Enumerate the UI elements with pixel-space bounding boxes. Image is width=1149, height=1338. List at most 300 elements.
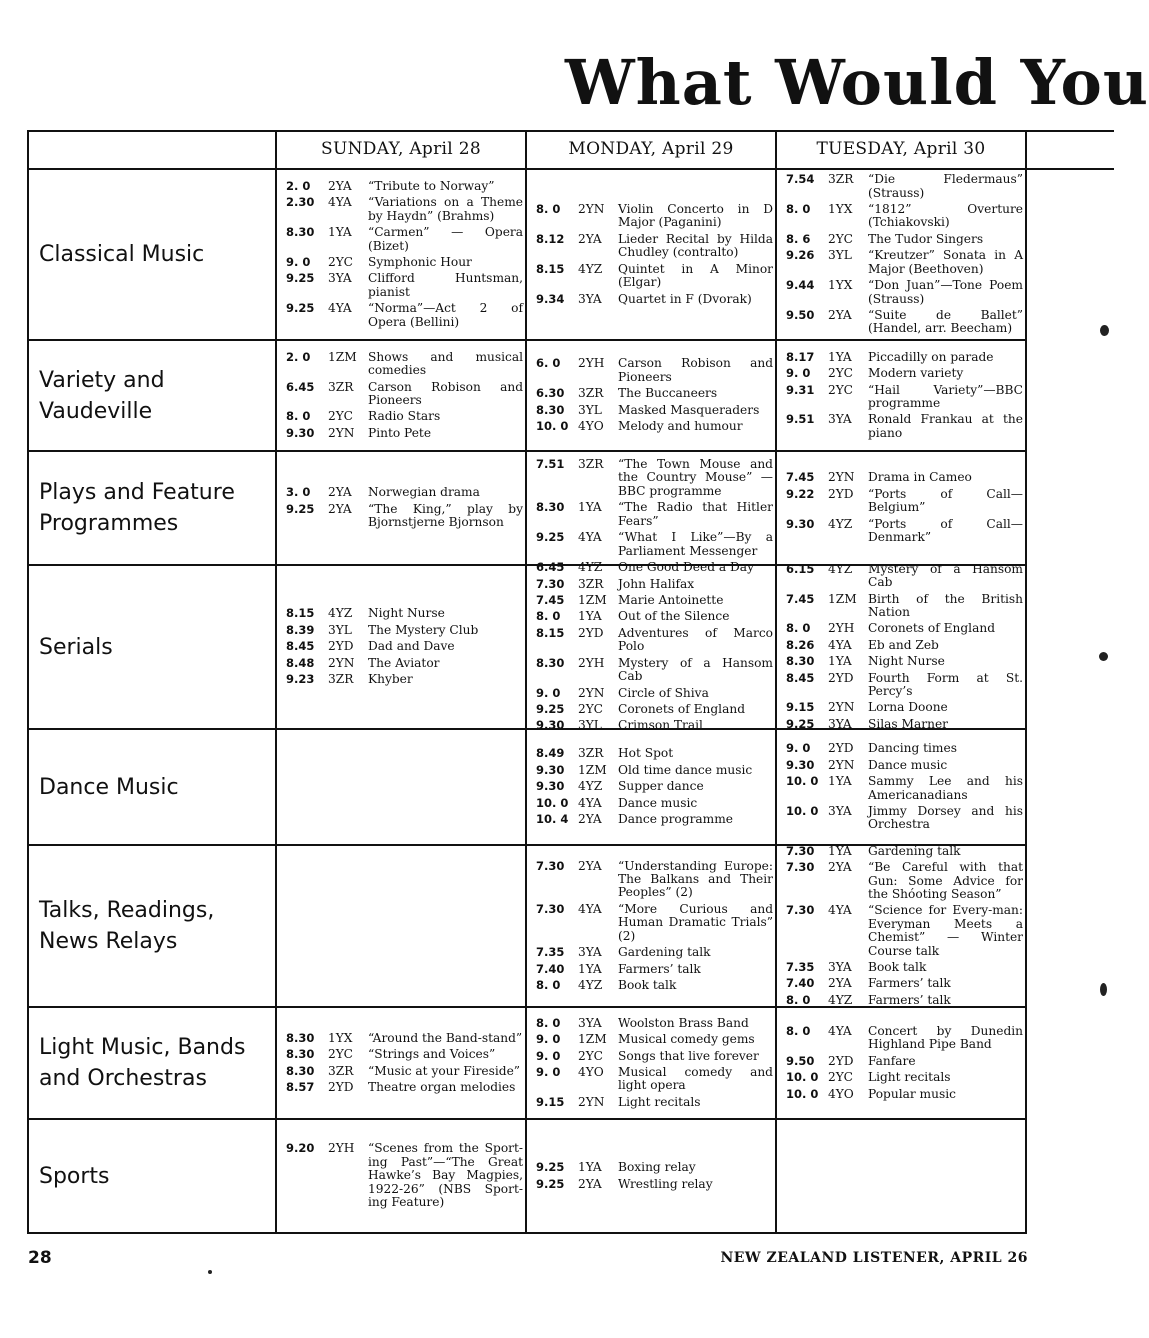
programme-entry (786, 1088, 1023, 1101)
entry-station: 2YN (328, 425, 355, 440)
entry-description: “Norma”—Act 2 of Opera (Bellini) (368, 301, 523, 329)
programme-entry (286, 226, 523, 253)
entry-description: Dancing times (868, 741, 957, 756)
schedule-cell (786, 1126, 1023, 1226)
entry-description: Songs that live forever (618, 1048, 759, 1063)
schedule-cell (786, 172, 1023, 336)
entry-description: Mystery of a Hansom Cab (868, 561, 1023, 590)
entry-description: “Tribute to Norway” (368, 178, 495, 193)
entry-description: Circle of Shiva (618, 685, 709, 700)
entry-description: Lieder Recital by Hilda Chudley (contralto) (618, 231, 773, 260)
entry-description: Radio Stars (368, 409, 441, 424)
entry-time: 9.25 (536, 530, 565, 545)
programme-entry (536, 531, 773, 558)
entry-description: “Music at your Fireside” (368, 1063, 521, 1078)
programme-entry (286, 624, 523, 637)
entry-station: 3ZR (328, 672, 354, 687)
schedule-cell (786, 458, 1023, 558)
programme-entry (536, 404, 773, 417)
programme-entry (786, 655, 1023, 668)
entry-station: 2YC (328, 255, 353, 269)
category-label: Talks, Readings, News Relays (39, 898, 215, 954)
entry-time: 9.20 (286, 1141, 315, 1156)
programme-entry (786, 173, 1023, 200)
programme-entry (786, 845, 1023, 858)
programme-entry (536, 293, 773, 306)
programme-entry (536, 860, 773, 900)
schedule-cell (286, 852, 523, 1000)
schedule-cell (536, 176, 773, 333)
entry-time: 9.25 (286, 501, 315, 516)
entry-description: “Scenes from the Sport-ing Past”—“The Great Hawke’s Bay Magpies, 1922-26” (NBS Sport-ing Feature) (368, 1141, 523, 1210)
entry-time: 9.25 (536, 1176, 565, 1191)
entry-description: Farmers’ talk (868, 992, 951, 1007)
entry-description: Fourth Form at St. Percy’s (868, 670, 1023, 699)
schedule-cell (786, 1014, 1023, 1112)
programme-entry (536, 1033, 773, 1046)
entry-time: 8. 0 (536, 609, 561, 624)
schedule-cell (786, 347, 1023, 444)
programme-entry (786, 233, 1023, 246)
entry-description: Adventures of Marco Polo (618, 625, 773, 654)
entry-station: 4YA (828, 1023, 852, 1038)
programme-entry (786, 994, 1023, 1007)
entry-station: 2YH (828, 621, 855, 636)
entry-time: 8. 0 (786, 992, 811, 1007)
programme-entry (786, 759, 1023, 772)
programme-entry (536, 627, 773, 654)
programme-entry (286, 272, 523, 299)
entry-station: 2YA (328, 501, 352, 516)
entry-description: Popular music (868, 1086, 956, 1101)
entry-time: 9. 0 (536, 1032, 561, 1047)
entry-time: 8.30 (286, 1030, 315, 1045)
schedule-cell (286, 572, 523, 722)
page-number: 28 (28, 1248, 52, 1268)
entry-description: Mystery of a Hansom Cab (618, 655, 773, 684)
entry-time: 9.25 (286, 271, 315, 286)
entry-time: 8.49 (536, 746, 565, 761)
entry-station: 1YA (828, 774, 852, 789)
entry-station: 2YC (328, 409, 353, 424)
page-title: What Would You (565, 46, 1149, 119)
day-header: TUESDAY, April 30 (816, 139, 986, 159)
entry-station: 4YO (578, 1065, 604, 1079)
entry-time: 9.34 (536, 291, 565, 306)
programme-entry (286, 256, 523, 269)
programme-entry (786, 1025, 1023, 1052)
entry-station: 2YA (828, 860, 852, 875)
entry-description: Jimmy Dorsey and his Orchestra (868, 803, 1023, 832)
entry-description: “Suite de Ballet” (Handel, arr. Beecham) (868, 307, 1023, 336)
entry-time: 3. 0 (286, 485, 311, 500)
entry-station: 1ZM (578, 762, 607, 777)
entry-station: 2YH (328, 1141, 355, 1156)
programme-entry (536, 780, 773, 793)
entry-description: Birth of the British Nation (868, 591, 1023, 619)
entry-time: 8.30 (286, 1047, 315, 1062)
programme-entry (536, 561, 773, 574)
entry-description: “Be Careful with that Gun: Some Advice for the Shóoting Season” (868, 860, 1023, 901)
entry-station: 2YC (578, 701, 603, 716)
programme-entry (536, 1017, 773, 1030)
entry-time: 9.25 (536, 701, 565, 716)
schedule-cell (536, 1014, 773, 1112)
entry-description: Night Nurse (868, 654, 945, 669)
entry-description: Khyber (368, 672, 413, 687)
entry-description: Piccadilly on parade (868, 349, 994, 364)
entry-time: 8.30 (286, 1063, 315, 1078)
programme-entry (786, 672, 1023, 699)
programme-entry (536, 657, 773, 684)
entry-description: Out of the Silence (618, 609, 730, 624)
programme-entry (786, 904, 1023, 958)
programme-entry (536, 687, 773, 700)
publication-line: NEW ZEALAND LISTENER, APRIL 26 (720, 1250, 1028, 1266)
programme-entry (286, 640, 523, 653)
entry-description: Dance music (868, 757, 948, 772)
entry-station: 3YA (828, 412, 852, 427)
schedule-cell (536, 1126, 773, 1226)
schedule-cell (286, 347, 523, 444)
entry-station: 3YA (578, 1015, 602, 1030)
entry-station: 1ZM (828, 591, 857, 606)
entry-time: 9.50 (786, 1053, 815, 1068)
entry-description: Dance programme (618, 812, 733, 827)
entry-description: “The Town Mouse and the Country Mouse” — BBC programme (618, 457, 773, 498)
entry-time: 10. 0 (786, 774, 819, 789)
entry-description: Dad and Dave (368, 639, 455, 654)
entry-station: 3YA (828, 716, 852, 731)
category-label: Variety and Vaudeville (39, 367, 165, 424)
category-label: Classical Music (39, 242, 205, 267)
entry-time: 2. 0 (286, 349, 311, 364)
entry-station: 3YL (578, 402, 602, 417)
entry-description: Musical comedy and light opera (618, 1065, 773, 1093)
entry-station: 2YA (578, 1176, 602, 1191)
entry-station: 4YZ (578, 977, 603, 992)
entry-station: 4YA (328, 301, 352, 316)
entry-station: 4YA (328, 195, 352, 210)
programme-entry (536, 1096, 773, 1109)
entry-station: 4YZ (828, 561, 853, 576)
entry-time: 9.25 (536, 1160, 565, 1175)
entry-description: “Hail Variety”—BBC programme (868, 382, 1023, 410)
programme-entry (536, 1178, 773, 1191)
programme-entry (286, 1048, 523, 1061)
programme-entry (786, 742, 1023, 755)
entry-station: 4YZ (828, 516, 853, 531)
entry-description: “The King,” play by Bjornstjerne Bjornson (368, 501, 523, 530)
programme-entry (286, 427, 523, 440)
entry-description: Ronald Frankau at the piano (868, 412, 1023, 440)
entry-station: 3YA (328, 271, 352, 286)
entry-description: Concert by Dunedin Highland Pipe Band (868, 1023, 1023, 1052)
entry-description: Eb and Zeb (868, 637, 939, 652)
entry-time: 7.35 (536, 945, 565, 960)
entry-description: “Understanding Europe: The Balkans and Their Peoples” (2) (618, 858, 773, 900)
entry-station: 3ZR (328, 379, 354, 394)
entry-time: 9.23 (286, 672, 315, 687)
entry-description: Old time dance music (618, 762, 753, 777)
entry-description: “Kreutzer” Sonata in A Major (Beethoven) (868, 248, 1023, 276)
schedule-cell (786, 561, 1023, 731)
programme-entry (786, 367, 1023, 380)
entry-station: 1YA (578, 961, 602, 976)
entry-time: 6.45 (286, 379, 315, 394)
entry-time: 8. 0 (536, 1015, 561, 1030)
entry-time: 8.48 (286, 655, 315, 670)
entry-description: “Strings and Voices” (368, 1047, 496, 1062)
entry-station: 2YN (578, 1094, 605, 1109)
entry-station: 2YD (828, 486, 854, 501)
day-header: SUNDAY, April 28 (321, 139, 481, 159)
entry-time: 8.15 (286, 606, 315, 621)
entry-description: The Tudor Singers (868, 231, 984, 246)
entry-time: 9.15 (786, 700, 815, 715)
entry-time: 9. 0 (786, 366, 811, 381)
entry-station: 2YC (828, 382, 853, 397)
programme-entry (786, 861, 1023, 901)
schedule-cell (536, 736, 773, 838)
programme-entry (786, 805, 1023, 832)
entry-station: 1YX (828, 202, 853, 217)
entry-station: 1YA (828, 654, 852, 669)
entry-description: Dance music (618, 795, 698, 810)
programme-entry (786, 1055, 1023, 1068)
entry-time: 7.30 (786, 903, 815, 918)
entry-time: 8.30 (786, 654, 815, 669)
entry-station: 2YD (828, 741, 854, 756)
entry-time: 9.30 (286, 425, 315, 440)
entry-station: 2YA (328, 485, 352, 500)
entry-description: Theatre organ melodies (368, 1079, 516, 1094)
entry-description: Night Nurse (368, 606, 445, 621)
entry-station: 2YD (328, 1079, 354, 1094)
entry-station: 2YD (578, 625, 604, 640)
entry-time: 6. 0 (536, 356, 561, 371)
entry-time: 8.39 (286, 622, 315, 637)
programme-entry (536, 1161, 773, 1174)
programme-entry (536, 1066, 773, 1093)
entry-time: 7.35 (786, 960, 815, 975)
programme-entry (536, 263, 773, 290)
entry-description: Quintet in A Minor (Elgar) (618, 261, 773, 290)
programme-entry (536, 578, 773, 591)
entry-station: 1YA (578, 1160, 602, 1175)
schedule-cell (286, 1126, 523, 1226)
entry-station: 4YZ (578, 261, 603, 276)
entry-time: 9.44 (786, 278, 815, 293)
entry-station: 2YN (828, 700, 855, 715)
entry-time: 6.15 (786, 561, 815, 576)
entry-time: 7.40 (786, 976, 815, 991)
entry-description: One Good Deed a Day (618, 560, 754, 575)
entry-time: 8.57 (286, 1079, 315, 1094)
schedule-cell (286, 176, 523, 333)
entry-station: 3YA (828, 960, 852, 975)
entry-description: Violin Concerto in D Major (Paganini) (618, 202, 773, 230)
entry-description: Book talk (618, 977, 677, 992)
programme-entry (786, 775, 1023, 802)
entry-station: 2YN (328, 655, 355, 670)
entry-station: 1YA (828, 349, 852, 364)
category-label: Light Music, Bands and Orchestras (39, 1035, 246, 1091)
entry-time: 7.30 (786, 860, 815, 875)
entry-station: 1YX (828, 278, 853, 293)
entry-time: 9.30 (536, 762, 565, 777)
entry-time: 9.30 (536, 779, 565, 794)
programme-entry (286, 673, 523, 686)
entry-time: 7.30 (786, 843, 815, 858)
entry-time: 8.45 (786, 670, 815, 685)
programme-entry (286, 180, 523, 193)
programme-entry (536, 387, 773, 400)
schedule-cell (536, 560, 773, 733)
entry-time: 9.30 (536, 718, 565, 733)
programme-entry (536, 764, 773, 777)
schedule-cell (786, 736, 1023, 838)
programme-entry (786, 413, 1023, 440)
entry-time: 10. 0 (786, 1070, 819, 1085)
schedule-grid (27, 130, 1114, 1232)
entry-description: Farmers’ talk (868, 976, 951, 991)
entry-time: 7.30 (536, 901, 565, 916)
entry-station: 1ZM (578, 1032, 607, 1047)
entry-station: 4YZ (828, 992, 853, 1007)
entry-time: 9.26 (786, 248, 815, 263)
margin-speck (1099, 652, 1108, 661)
entry-time: 8. 0 (536, 977, 561, 992)
programme-entry (286, 607, 523, 620)
entry-time: 2.30 (286, 195, 315, 210)
schedule-cell (286, 458, 523, 558)
entry-time: 7.51 (536, 457, 565, 472)
entry-description: “Carmen” — Opera (Bizet) (368, 225, 523, 253)
entry-time: 10. 0 (536, 795, 569, 810)
entry-station: 2YN (828, 470, 855, 485)
programme-entry (536, 946, 773, 959)
entry-station: 1YA (578, 500, 602, 515)
entry-description: Boxing relay (618, 1160, 696, 1175)
entry-time: 9.15 (536, 1094, 565, 1109)
entry-description: “Variations on a Theme by Haydn” (Brahms) (368, 195, 523, 223)
programme-entry (286, 1032, 523, 1045)
entry-description: The Buccaneers (618, 386, 718, 401)
entry-time: 9.30 (786, 516, 815, 531)
entry-station: 4YA (578, 901, 602, 916)
entry-description: Melody and humour (618, 419, 743, 434)
entry-time: 9.25 (786, 716, 815, 731)
programme-entry (536, 903, 773, 943)
programme-entry (536, 979, 773, 992)
programme-entry (536, 420, 773, 433)
entry-station: 1ZM (578, 593, 607, 608)
entry-description: Marie Antoinette (618, 593, 724, 608)
entry-time: 7.45 (786, 470, 815, 485)
programme-entry (786, 309, 1023, 336)
entry-description: Silas Marner (868, 716, 948, 731)
entry-description: “Around the Band-stand” (368, 1030, 523, 1045)
entry-station: 2YC (328, 1047, 353, 1062)
entry-time: 9. 0 (786, 741, 811, 756)
entry-time: 8.45 (286, 639, 315, 654)
entry-time: 8.30 (286, 225, 315, 240)
programme-entry (786, 563, 1023, 590)
entry-description: Carson Robison and Pioneers (618, 356, 773, 384)
entry-description: Norwegian drama (368, 485, 480, 500)
entry-station: 2YA (828, 307, 852, 322)
margin-speck (1100, 983, 1107, 996)
entry-description: Farmers’ talk (618, 961, 701, 976)
entry-station: 2YC (828, 366, 853, 381)
entry-station: 3YL (828, 248, 852, 263)
entry-time: 9. 0 (536, 1065, 561, 1079)
programme-entry (786, 977, 1023, 990)
programme-entry (286, 196, 523, 223)
entry-station: 2YN (828, 757, 855, 772)
entry-time: 10. 0 (536, 419, 569, 434)
programme-entry (786, 622, 1023, 635)
entry-station: 3YL (578, 718, 602, 733)
category-label: Dance Music (39, 774, 179, 800)
entry-description: Clifford Huntsman, pianist (368, 271, 523, 299)
table-rule (275, 130, 277, 1232)
entry-description: Woolston Brass Band (618, 1015, 749, 1030)
programme-entry (536, 963, 773, 976)
entry-station: 1ZM (328, 349, 357, 364)
entry-description: Sammy Lee and his Americanadians (868, 774, 1023, 802)
entry-description: Hot Spot (618, 746, 674, 761)
entry-station: 2YC (578, 1048, 603, 1063)
entry-time: 10. 0 (786, 803, 819, 818)
entry-station: 4YO (828, 1086, 854, 1101)
programme-entry (786, 518, 1023, 545)
programme-entry (536, 747, 773, 760)
entry-description: Fanfare (868, 1053, 916, 1068)
entry-station: 4YO (578, 419, 604, 434)
entry-station: 2YD (828, 670, 854, 685)
entry-description: “Ports of Call— Denmark” (868, 516, 1023, 545)
entry-station: 3ZR (328, 1063, 354, 1078)
entry-time: 7.45 (786, 591, 815, 606)
programme-entry (786, 279, 1023, 306)
programme-entry (786, 203, 1023, 230)
schedule-cell (286, 1014, 523, 1112)
programme-entry (536, 501, 773, 528)
programme-entry (786, 249, 1023, 276)
entry-time: 9. 0 (536, 685, 561, 700)
entry-description: Crimson Trail (618, 718, 703, 733)
category-label: Serials (39, 634, 113, 660)
day-header: MONDAY, April 29 (568, 139, 734, 159)
margin-speck (208, 1270, 212, 1274)
entry-station: 2YN (578, 202, 605, 217)
entry-time: 8. 0 (536, 202, 561, 217)
programme-entry (786, 471, 1023, 484)
entry-description: Coronets of England (618, 701, 745, 716)
entry-description: Quartet in F (Dvorak) (618, 291, 752, 306)
entry-station: 2YA (578, 231, 602, 246)
entry-time: 8.15 (536, 261, 565, 276)
entry-description: Musical comedy gems (618, 1032, 755, 1047)
entry-station: 3ZR (578, 457, 604, 472)
programme-entry (536, 1050, 773, 1063)
entry-time: 8.26 (786, 637, 815, 652)
entry-station: 3YA (578, 291, 602, 306)
entry-description: Symphonic Hour (368, 255, 472, 269)
entry-description: The Mystery Club (368, 622, 479, 637)
